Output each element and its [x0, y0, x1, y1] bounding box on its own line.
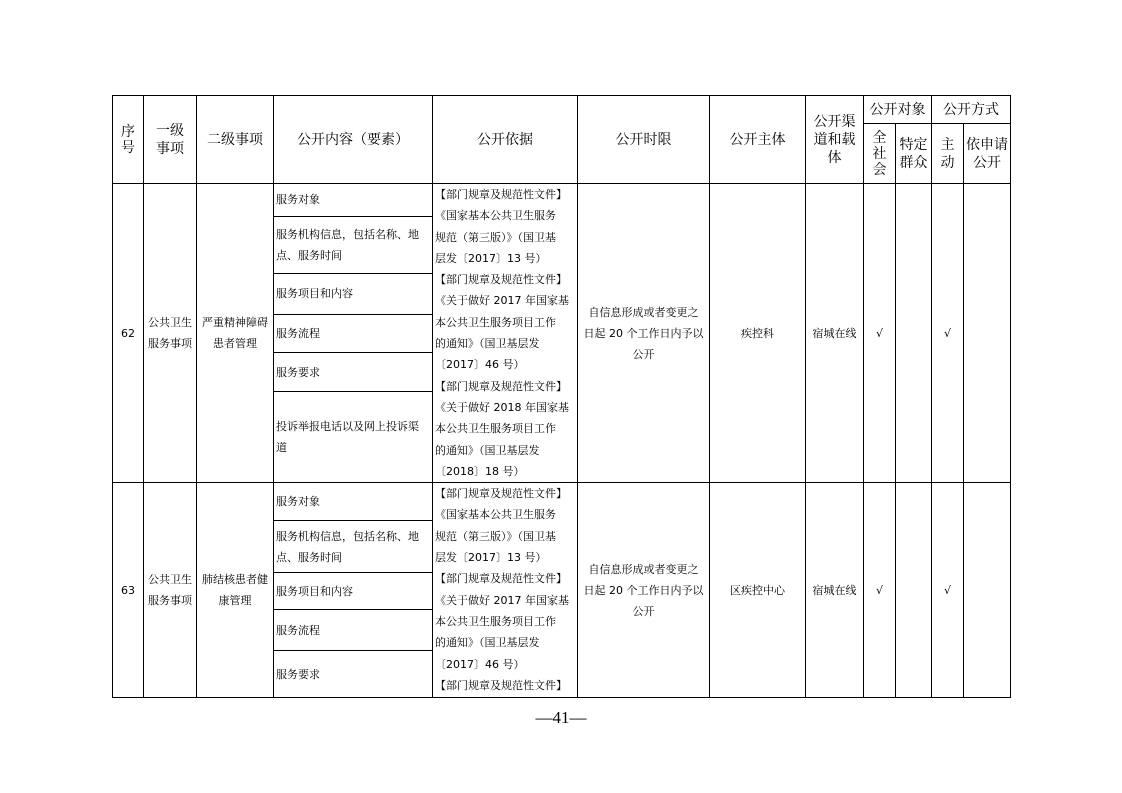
content-item: 服务流程 — [274, 314, 433, 353]
content-item: 服务对象 — [274, 184, 433, 217]
row-channel: 宿城在线 — [806, 184, 864, 483]
header-method: 公开方式 — [932, 96, 1011, 124]
row-seq: 63 — [113, 483, 144, 698]
row-active-check: √ — [932, 184, 964, 483]
content-item: 服务机构信息，包括名称、地 点、服务时间 — [274, 216, 433, 273]
row-seq: 62 — [113, 184, 144, 483]
table-row — [113, 483, 1011, 521]
row-level2: 严重精神障碍 患者管理 — [197, 184, 274, 483]
table-row — [113, 184, 1011, 217]
page-number: —41— — [535, 708, 587, 727]
header-time-limit: 公开时限 — [578, 96, 710, 184]
header-target-specific: 特定 群众 — [896, 124, 932, 184]
header-target-all: 全 社 会 — [864, 124, 896, 184]
header-row-1 — [113, 96, 1011, 124]
row-specific-check — [896, 184, 932, 483]
content-item: 服务机构信息，包括名称、地 点、服务时间 — [274, 521, 433, 573]
row-channel: 宿城在线 — [806, 483, 864, 698]
header-method-request: 依申请 公开 — [964, 124, 1011, 184]
content-item: 服务流程 — [274, 610, 433, 651]
content-item: 服务对象 — [274, 483, 433, 521]
row-all-society-check: √ — [864, 483, 896, 698]
row-request-check — [964, 483, 1011, 698]
header-seq: 序 号 — [113, 96, 144, 184]
content-item: 投诉举报电话以及网上投诉渠 道 — [274, 392, 433, 483]
content-item: 服务项目和内容 — [274, 573, 433, 610]
row-basis: 【部门规章及规范性文件】 《国家基本公共卫生服务 规范（第三版）》（国卫基 层发〔2017〕13 号） 【部门规章及规范性文件】 《关于做好 2017 年国家基 本公共卫生服务项目工作 的通知》（国卫基层发 〔2017〕46 号） 【部门规章及规范性文件】 《关于做好 2018 年国家基 本公共卫生服务项目工作 的通知》（国卫基层发 〔2018〕18 号） — [433, 184, 578, 483]
header-basis: 公开依据 — [433, 96, 578, 184]
row-level1: 公共卫生 服务事项 — [144, 483, 197, 698]
row-basis: 【部门规章及规范性文件】 《国家基本公共卫生服务 规范（第三版）》（国卫基 层发〔2017〕13 号） 【部门规章及规范性文件】 《关于做好 2017 年国家基 本公共卫生服务项目工作 的通知》（国卫基层发 〔2017〕46 号） 【部门规章及规范性文件】 — [433, 483, 578, 698]
header-channel: 公开渠 道和载 体 — [806, 96, 864, 184]
row-all-society-check: √ — [864, 184, 896, 483]
header-method-active: 主 动 — [932, 124, 964, 184]
row-level2: 肺结核患者健 康管理 — [197, 483, 274, 698]
header-subject: 公开主体 — [710, 96, 806, 184]
header-content: 公开内容（要素） — [274, 96, 433, 184]
row-level1: 公共卫生 服务事项 — [144, 184, 197, 483]
row-specific-check — [896, 483, 932, 698]
content-item: 服务项目和内容 — [274, 273, 433, 314]
row-request-check — [964, 184, 1011, 483]
disclosure-table — [112, 95, 1011, 698]
row-active-check: √ — [932, 483, 964, 698]
content-item: 服务要求 — [274, 353, 433, 392]
header-level2: 二级事项 — [197, 96, 274, 184]
header-target: 公开对象 — [864, 96, 932, 124]
row-time-limit: 自信息形成或者变更之 日起 20 个工作日内予以 公开 — [578, 483, 710, 698]
row-subject: 疾控科 — [710, 184, 806, 483]
content-item: 服务要求 — [274, 651, 433, 698]
row-time-limit: 自信息形成或者变更之 日起 20 个工作日内予以 公开 — [578, 184, 710, 483]
row-subject: 区疾控中心 — [710, 483, 806, 698]
header-level1: 一级 事项 — [144, 96, 197, 184]
